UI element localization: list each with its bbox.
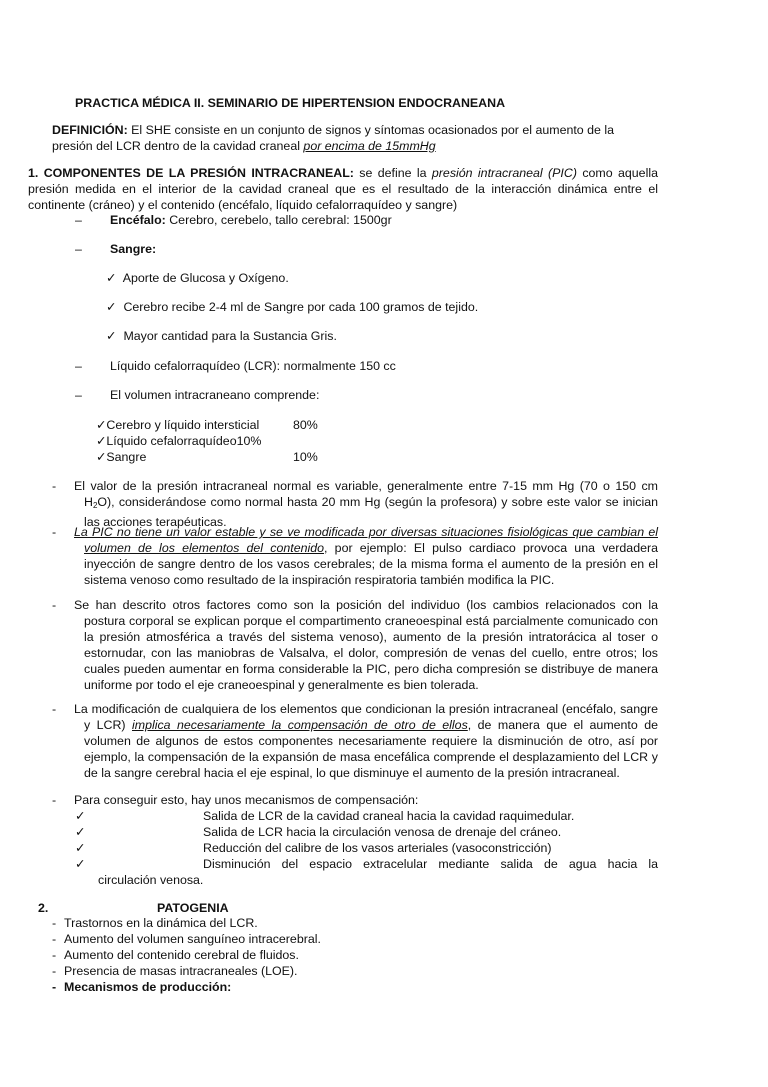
volumen-item-label: Sangre [106,450,147,464]
list-item [52,947,321,963]
hyphen-bullet: - [52,479,57,493]
p4-text-b: , de manera que el aumento de volumen de algunos de estos componentes necesariamente requiere la disminución de otro, así por ejemplo, la compensación de la expansión de masa encefálica comprende el desplazamiento del LCR y de la sangre cerebral hacia el eje espinal, lo que disminuye el aumento de la presión intracraneal. [84,718,658,780]
encefalo-text: Cerebro, cerebelo, tallo cerebral: 1500gr [165,213,392,227]
list-item [52,963,321,979]
encefalo-label: Encéfalo: [110,213,166,227]
patogenia-list [52,915,321,995]
mechanism-text: Salida de LCR de la cavidad craneal hacia la cavidad raquimedular. [203,809,575,823]
volumen-item-label: Cerebro y líquido intersticial [106,418,260,432]
p1-text-b: O), considerándose como normal hasta 20 mm Hg (según la profesora) y sobre este valor se inician las acciones terapéuticas. [84,495,658,529]
document-title: PRACTICA MÉDICA II. SEMINARIO DE HIPERTENSION ENDOCRANEANA [75,96,506,110]
p1-subscript: 2 [92,501,98,510]
mechanism-text: Salida de LCR hacia la circulación venosa de drenaje del cráneo. [203,825,562,839]
section1-intro [28,165,658,213]
definition-emphasis: por encima de 15mmHg [303,139,436,153]
volumen-item-value: 80% [293,418,318,432]
list-item-text: Aumento del volumen sanguíneo intracerebral. [64,932,321,946]
paragraph-mechanisms-intro [52,792,658,808]
hyphen-bullet: - [52,932,57,946]
check-icon: ✓ [106,300,117,314]
check-icon: ✓ [75,825,86,839]
list-item [52,979,321,995]
section1-intro-text-a: se define la [353,166,432,180]
sangre-item-text: Aporte de Glucosa y Oxígeno. [122,271,289,285]
section1-heading: 1. COMPONENTES DE LA PRESIÓN INTRACRANEAL: [28,166,354,180]
p2-emphasis: La PIC no tiene un valor estable y se ve modificada por diversas situaciones fisiológicas que cambian el volumen de los elementos del contenido [74,525,658,555]
hyphen-bullet: - [52,793,57,807]
check-icon: ✓ [96,434,107,448]
check-icon: ✓ [75,841,86,855]
paragraph-pic-variation [52,524,658,588]
sangre-item [106,328,337,344]
definition-text: El SHE consiste en un conjunto de signos y síntomas ocasionados por el aumento de la presión del LCR dentro de la cavidad craneal [52,123,614,153]
list-item [52,931,321,947]
hyphen-bullet: - [52,598,57,612]
volumen-item-label: Líquido cefalorraquídeo [106,434,237,448]
section2-heading: PATOGENIA [157,901,229,915]
list-item-text: Mecanismos de producción: [64,980,232,994]
list-item [52,915,321,931]
p3-text: Se han descrito otros factores como son la posición del individuo (los cambios relacionados con la postura corporal se explican porque el compartimento craneoespinal está parcialmente comunicado con la presión atmosférica a través del sistema venoso), aumento de la presión intratorácica al toser o estornudar, con las maniobras de Valsalva, el dolor, compresión de venas del cuello, entre otros; los cuales pueden aumentar en forma considerable la PIC, pero dicha compresión se distribuye de manera uniforme por todo el eje craneoespinal y generalmente es bien tolerada. [74,598,658,692]
volumen-item-value: 10% [236,434,262,448]
sangre-item-text: Cerebro recibe 2-4 ml de Sangre por cada 100 gramos de tejido. [123,300,479,314]
check-icon: ✓ [96,450,107,464]
list-item-text: Aumento del contenido cerebral de fluidos. [64,948,299,962]
lcr-text: Líquido cefalorraquídeo (LCR): normalmente 150 cc [110,359,396,373]
dash-bullet: – [75,388,82,402]
paragraph-pic-value [52,478,658,530]
check-icon: ✓ [96,418,107,432]
list-item-volumen [75,387,82,403]
p5-text: Para conseguir esto, hay unos mecanismos de compensación: [74,793,419,807]
volumen-item-value: 10% [293,450,318,464]
check-icon: ✓ [106,271,117,285]
hyphen-bullet: - [52,980,57,994]
hyphen-bullet: - [52,702,57,716]
p4-emphasis: implica necesariamente la compensación de otro de ellos [132,718,468,732]
paragraph-other-factors [52,597,658,693]
list-item-text: Presencia de masas intracraneales (LOE). [64,964,298,978]
hyphen-bullet: - [52,964,57,978]
section2-number: 2. [38,901,49,915]
volumen-item [96,417,259,433]
mechanism-continuation: circulación venosa. [98,873,204,887]
mechanism-text: Reducción del calibre de los vasos arteriales (vasoconstricción) [203,841,552,855]
list-item-lcr [75,358,82,374]
encefalo-line [110,212,392,228]
hyphen-bullet: - [52,916,57,930]
list-item-sangre [75,241,82,257]
dash-bullet: – [75,359,82,373]
p2-text: , por ejemplo: El pulso cardiaco provoca una verdadera inyección de sangre dentro de los vasos cerebrales; de la misma forma el aumento de la presión en el sistema venoso como resultado de la inspiración respiratoria también modifica la PIC. [84,541,659,587]
sangre-item [106,270,289,286]
volumen-item [96,449,146,465]
paragraph-compensation [52,701,658,781]
sangre-item-text: Mayor cantidad para la Sustancia Gris. [123,329,337,343]
dash-bullet: – [75,213,82,227]
p1-text-a: El valor de la presión intracraneal normal es variable, generalmente entre 7-15 mm Hg (70 o 150 cm H [74,479,658,509]
volumen-item [96,433,261,449]
check-icon: ✓ [75,857,86,871]
hyphen-bullet: - [52,525,57,539]
dash-bullet: – [75,242,82,256]
hyphen-bullet: - [52,948,57,962]
definition-label: DEFINICIÓN: [52,123,128,137]
section1-intro-emphasis: presión intracraneal (PIC) [431,166,577,180]
check-icon: ✓ [75,809,86,823]
p4-text-a: La modificación de cualquiera de los elementos que condicionan la presión intracraneal (encéfalo, sangre y LCR) [74,702,658,732]
sangre-item [106,299,478,315]
volumen-text: El volumen intracraneano comprende: [110,388,320,402]
list-item-encefalo [75,212,82,228]
sangre-label: Sangre: [110,242,157,256]
check-icon: ✓ [106,329,117,343]
list-item-text: Trastornos en la dinámica del LCR. [64,916,258,930]
definition-paragraph [52,122,652,154]
section1-intro-text-b: como aquella presión medida en el interior de la cavidad craneal que es el resultado de la interacción dinámica entre el continente (cráneo) y el contenido (encéfalo, líquido cefalorraquídeo y sangre) [28,166,658,212]
mechanism-text: Disminución del espacio extracelular mediante salida de agua hacia la [203,857,658,871]
